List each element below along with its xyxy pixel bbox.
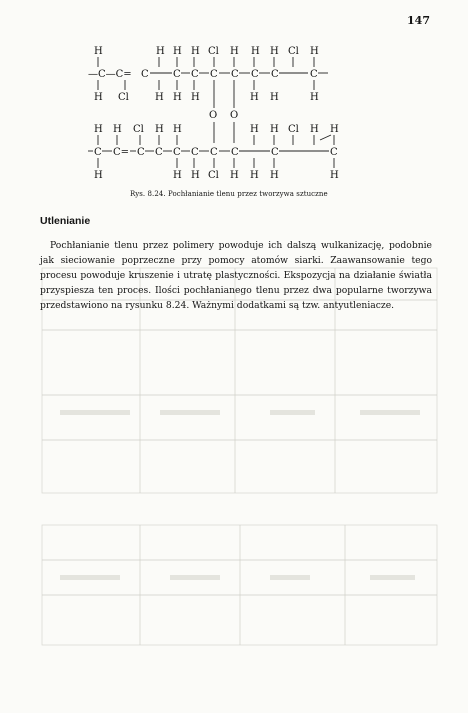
- atom-label: H: [113, 124, 122, 135]
- atom-label: C: [191, 147, 199, 158]
- atom-label: C=: [113, 147, 130, 158]
- atom-label: C: [231, 69, 239, 80]
- atom-label: C: [191, 69, 199, 80]
- atom-label: H: [251, 46, 260, 57]
- atom-label: H: [173, 124, 182, 135]
- bottom-h-row: [94, 124, 339, 135]
- atom-label: H: [156, 46, 165, 57]
- atom-label: H: [173, 46, 182, 57]
- atom-label: H: [310, 124, 319, 135]
- atom-label: H: [94, 170, 103, 181]
- atom-label: H: [173, 92, 182, 103]
- figure-caption: Rys. 8.24. Pochłanianie tlenu przez tworzywa sztuczne: [130, 190, 328, 198]
- atom-label: Cl: [208, 170, 219, 181]
- bottom-chain-row: [94, 147, 338, 158]
- atom-label: C: [251, 69, 259, 80]
- top-bonds-lower: [98, 80, 314, 108]
- atom-label: H: [191, 46, 200, 57]
- oxygen-atom: O: [230, 110, 239, 121]
- atom-label: C: [141, 69, 149, 80]
- atom-label: H: [230, 170, 239, 181]
- atom-label: H: [191, 170, 200, 181]
- top-bonds-upper: [98, 57, 314, 67]
- chemical-structure-figure: [88, 40, 374, 190]
- atom-label: H: [250, 170, 259, 181]
- atom-label: C: [310, 69, 318, 80]
- atom-label: C: [231, 147, 239, 158]
- atom-label: Cl: [133, 124, 144, 135]
- bottom-bonds-lower: [98, 158, 334, 168]
- atom-label: H: [270, 92, 279, 103]
- atom-label: H: [310, 46, 319, 57]
- atom-label: H: [94, 124, 103, 135]
- atom-label: C: [173, 147, 181, 158]
- atom-label: H: [94, 46, 103, 57]
- atom-label: C: [210, 147, 218, 158]
- atom-label: —C—C=: [88, 69, 132, 80]
- atom-label: Cl: [288, 46, 299, 57]
- atom-label: H: [173, 170, 182, 181]
- top-chain-row: [88, 69, 318, 80]
- top-h-row: [156, 46, 319, 57]
- atom-label: H: [270, 124, 279, 135]
- atom-label: H: [250, 92, 259, 103]
- atom-label: Cl: [288, 124, 299, 135]
- atom-label: C: [137, 147, 145, 158]
- atom-label: C: [173, 69, 181, 80]
- atom-label: C: [155, 147, 163, 158]
- atom-label: Cl: [208, 46, 219, 57]
- bottom-bonds-upper: [98, 135, 334, 145]
- top-bottom-row: [94, 92, 319, 103]
- atom-label: C: [271, 69, 279, 80]
- body-paragraph: Pochłanianie tlenu przez polimery powoduje ich dalszą wulkanizację, podobnie jak sieciowanie poprzeczne przy pomocy atomów siarki. Zaawansowanie tego procesu powoduje kruszenie i utratę plastyczności. Ekspozycja na działanie światła przyspiesza ten proces. Ilości pochłanianego tlenu przez dwa popularne tworzywa przedstawiono na rysunku 8.24. Ważnymi dodatkami są tzw. antyutleniacze.: [40, 240, 432, 311]
- atom-label: H: [155, 124, 164, 135]
- atom-label: H: [270, 46, 279, 57]
- atom-label: C: [271, 147, 279, 158]
- atom-label: C: [210, 69, 218, 80]
- atom-label: H: [250, 124, 259, 135]
- atom-label: H: [330, 124, 339, 135]
- atom-label: C: [330, 147, 338, 158]
- page-number: 147: [407, 14, 430, 27]
- atom-label: H: [191, 92, 200, 103]
- atom-label: C: [94, 147, 102, 158]
- polymer-oxidation-diagram: [88, 40, 374, 190]
- atom-label: H: [330, 170, 339, 181]
- atom-label: H: [270, 170, 279, 181]
- atom-label: H: [155, 92, 164, 103]
- atom-label: H: [230, 46, 239, 57]
- atom-label: H: [310, 92, 319, 103]
- section-heading: Utlenianie: [40, 215, 91, 227]
- atom-label: H: [94, 92, 103, 103]
- atom-label: Cl: [118, 92, 129, 103]
- oxygen-atom: O: [209, 110, 218, 121]
- bottom-bottom-row: [94, 170, 339, 181]
